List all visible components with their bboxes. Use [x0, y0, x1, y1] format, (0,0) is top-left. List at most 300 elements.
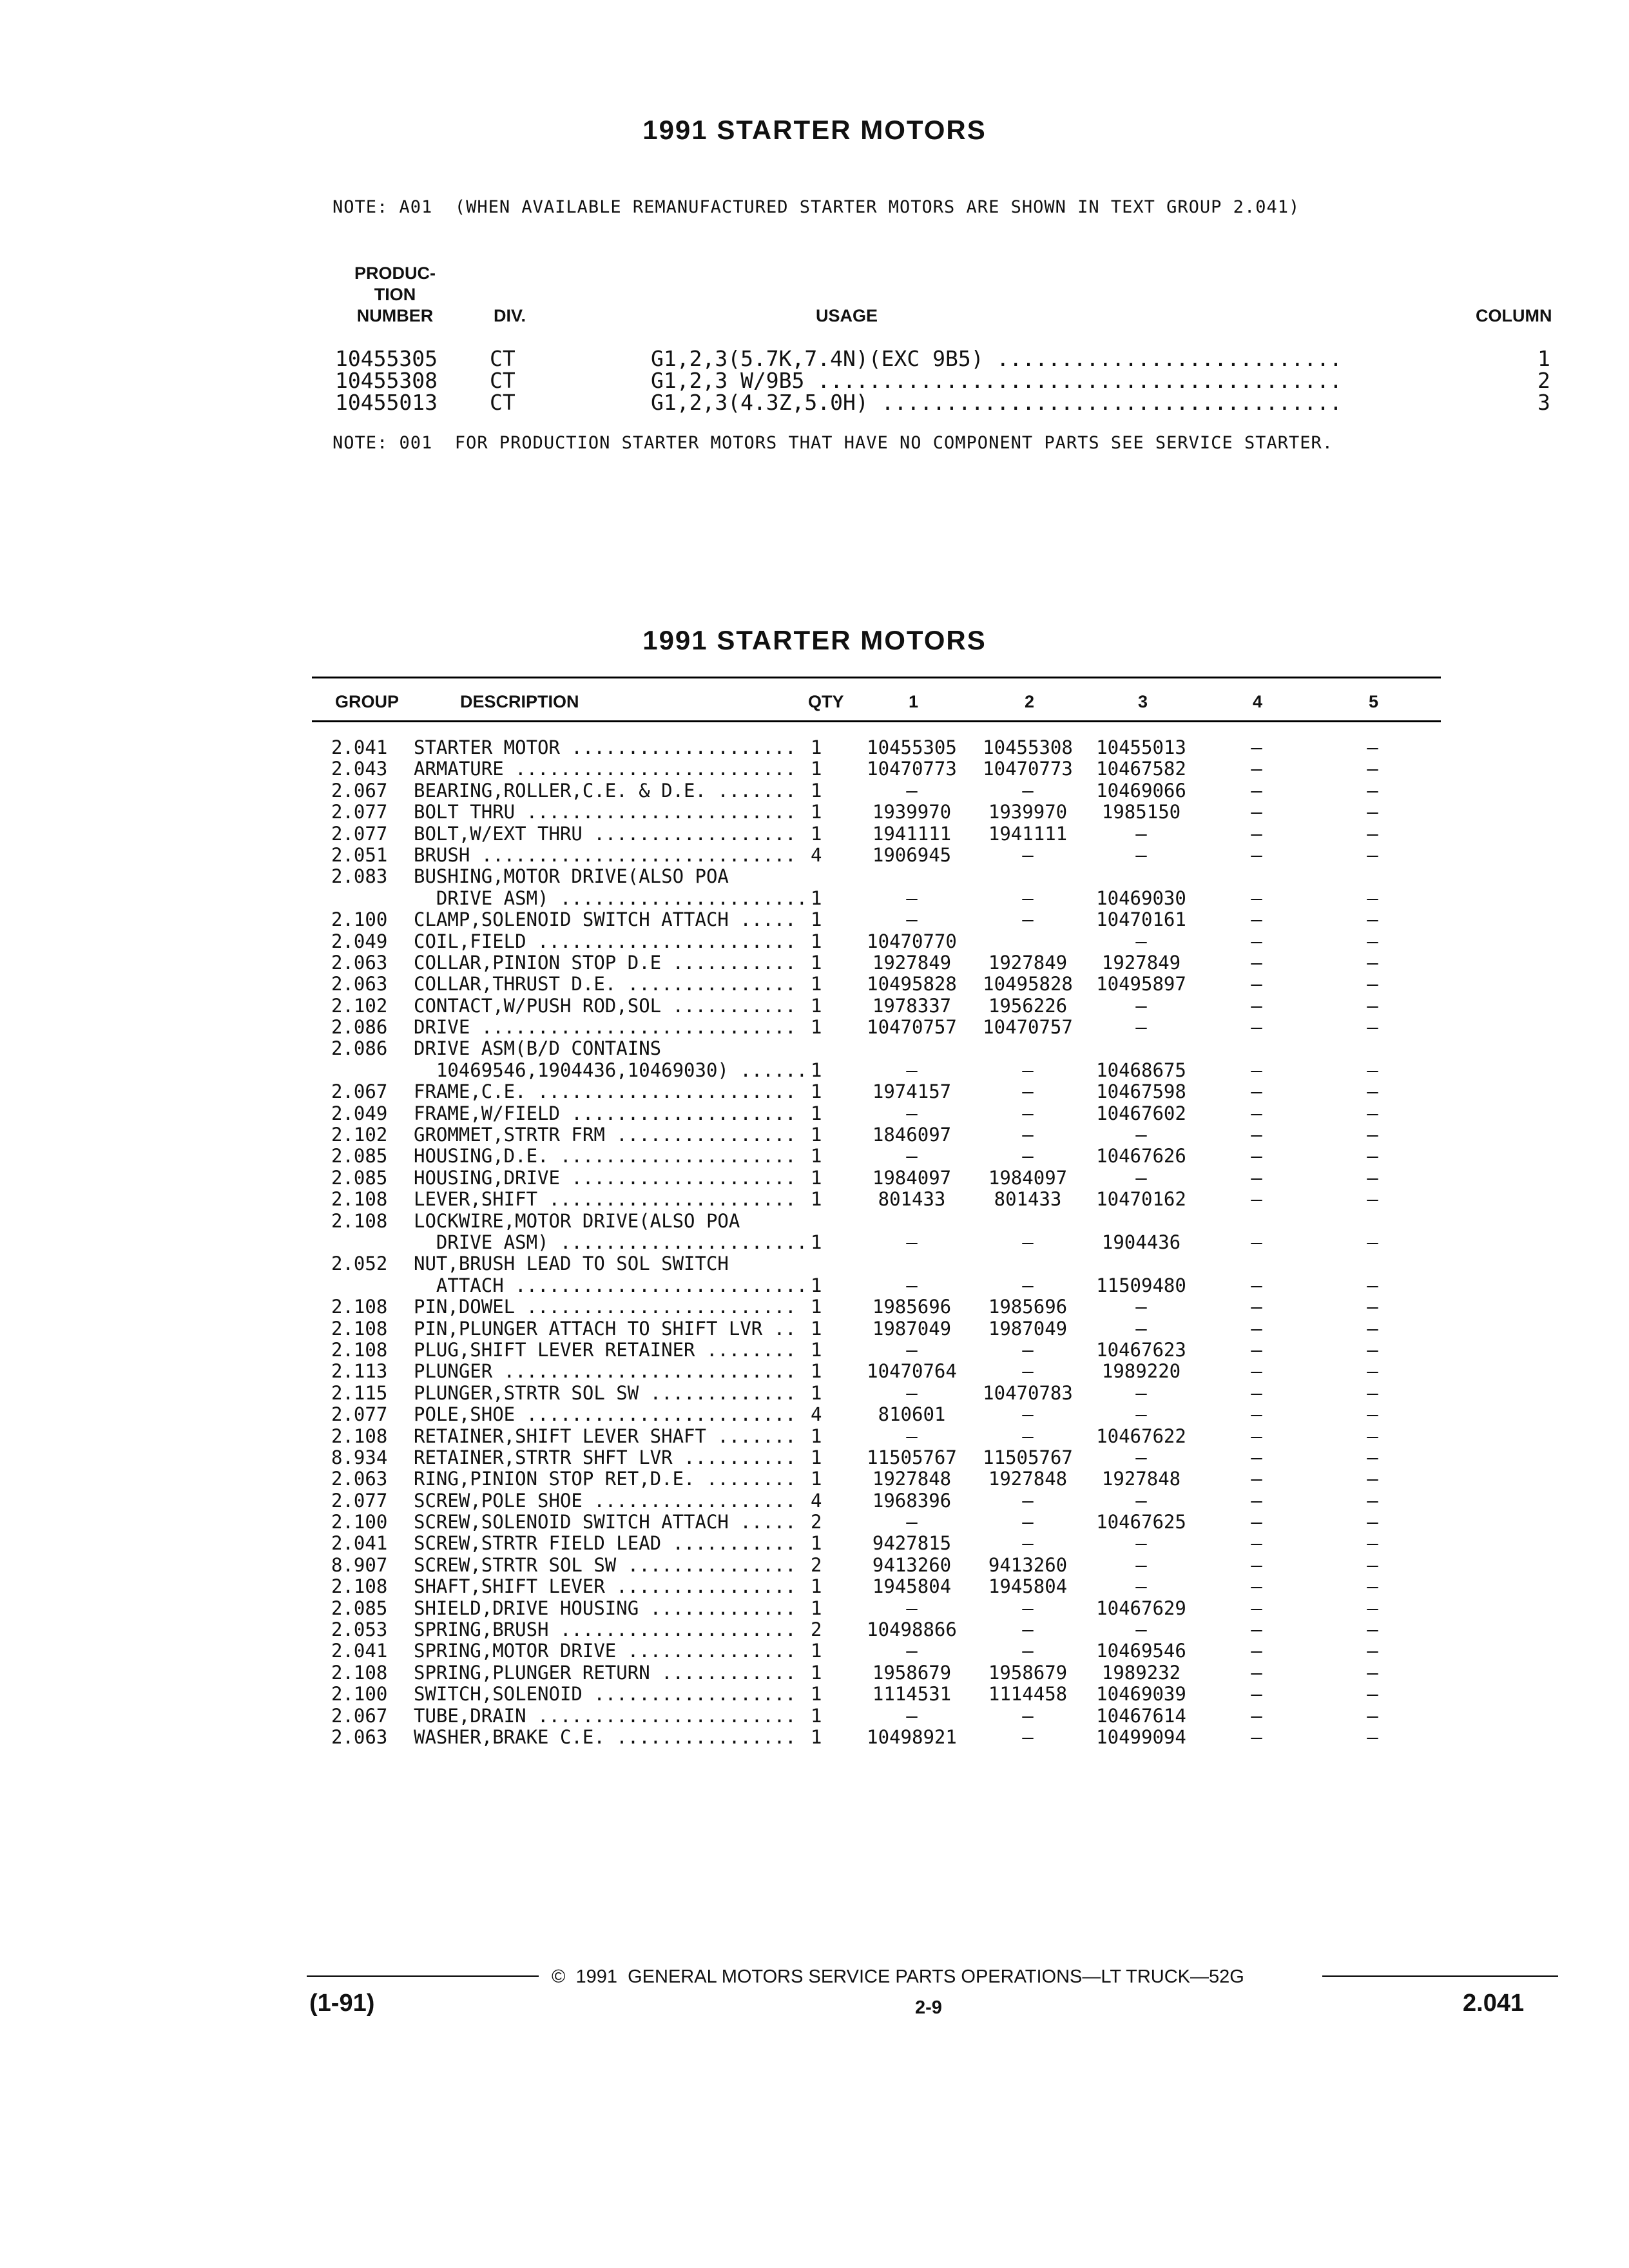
quantity: 1 — [811, 1059, 822, 1081]
col-5-part: — — [1367, 1059, 1378, 1081]
quantity: 4 — [811, 1489, 822, 1512]
col-2-part: — — [1022, 1102, 1034, 1124]
production-table — [335, 263, 1559, 414]
part-description: TUBE,DRAIN ....................... — [414, 1704, 796, 1727]
part-description: 10469546,1904436,10469030) ...... — [414, 1059, 808, 1081]
col-3-part: 10470161 — [1096, 908, 1186, 931]
col-3-part: 10467614 — [1096, 1704, 1186, 1727]
col-4-part: — — [1251, 1619, 1262, 1641]
col-1-part: 1968396 — [872, 1489, 952, 1512]
table-row — [0, 1340, 1629, 1361]
col-5-part: — — [1367, 1338, 1378, 1361]
part-description: SHIELD,DRIVE HOUSING ............. — [414, 1597, 796, 1619]
col-2-part: — — [1022, 1145, 1034, 1168]
part-description: DRIVE ASM) ...................... — [414, 887, 808, 909]
part-description: PLUNGER,STRTR SOL SW ............. — [414, 1381, 796, 1404]
col-2-part: — — [1022, 843, 1034, 866]
col-4-part: — — [1251, 1511, 1262, 1533]
group-code: 2.113 — [331, 1360, 388, 1383]
group-code: 2.102 — [331, 1124, 388, 1146]
col-1-part: 1985696 — [872, 1296, 952, 1318]
col-3-part: 11509480 — [1096, 1274, 1186, 1296]
group-code: 2.085 — [331, 1597, 388, 1619]
table-row — [0, 1640, 1629, 1662]
col-2-part: — — [1022, 1511, 1034, 1533]
col-2-part: 1958679 — [988, 1661, 1068, 1684]
quantity: 1 — [811, 1317, 822, 1340]
table-row — [0, 888, 1629, 909]
quantity: 1 — [811, 1338, 822, 1361]
col-2-part: 801433 — [994, 1188, 1062, 1211]
footer-date: (1-91) — [309, 1990, 375, 2017]
group-code: 2.108 — [331, 1338, 388, 1361]
part-description: PLUNGER .......................... — [414, 1360, 796, 1383]
col-3-part: 10467602 — [1096, 1102, 1186, 1124]
col-2-part: 1114458 — [988, 1683, 1068, 1706]
col-4-part: — — [1251, 930, 1262, 952]
col-5-part: — — [1367, 1661, 1378, 1684]
part-description: LOCKWIRE,MOTOR DRIVE(ALSO POA — [414, 1209, 740, 1232]
group-code: 2.077 — [331, 801, 388, 823]
col-1-part: 10470764 — [867, 1360, 957, 1383]
col-4-part: — — [1251, 1725, 1262, 1748]
col-5-part: — — [1367, 758, 1378, 780]
col-4-part: — — [1251, 1059, 1262, 1081]
quantity: 1 — [811, 779, 822, 802]
col-3-part: 1927848 — [1101, 1468, 1181, 1490]
table-row — [0, 1512, 1629, 1533]
part-description: LEVER,SHIFT ...................... — [414, 1188, 796, 1211]
col-4-part: — — [1251, 1124, 1262, 1146]
col-1-part: 1927849 — [872, 951, 952, 974]
col-4-part: — — [1251, 951, 1262, 974]
part-description: BOLT,W/EXT THRU .................. — [414, 822, 796, 845]
col-4-part: — — [1251, 1661, 1262, 1684]
parts-table-header — [0, 689, 1629, 715]
part-description: CONTACT,W/PUSH ROD,SOL ........... — [414, 994, 796, 1017]
column-number: 2 — [1537, 368, 1550, 393]
col-1-part: 1984097 — [872, 1166, 952, 1189]
col-1-part: 11505767 — [867, 1446, 957, 1468]
group-code: 2.067 — [331, 1704, 388, 1727]
col-5-part: — — [1367, 1166, 1378, 1189]
col-1-part: — — [906, 1145, 918, 1168]
table-row — [0, 1576, 1629, 1597]
part-description: SWITCH,SOLENOID .................. — [414, 1683, 796, 1706]
table-row — [0, 1727, 1629, 1748]
production-number-header: PRODUC- TION NUMBER — [354, 264, 436, 325]
footer-section-number: 2.041 — [1463, 1990, 1525, 2017]
col-4-part: — — [1251, 1081, 1262, 1103]
col-1-part: — — [906, 908, 918, 931]
col-4-part: — — [1251, 908, 1262, 931]
header-col-4: 4 — [1253, 692, 1263, 711]
col-4-part: — — [1251, 887, 1262, 909]
group-code: 2.043 — [331, 758, 388, 780]
quantity: 1 — [811, 1575, 822, 1598]
group-code: 2.063 — [331, 1725, 388, 1748]
quantity: 1 — [811, 1188, 822, 1211]
table-row — [0, 1490, 1629, 1512]
col-4-part: — — [1251, 1016, 1262, 1039]
production-row — [335, 392, 1559, 414]
table-row — [0, 780, 1629, 802]
col-4-part: — — [1251, 1381, 1262, 1404]
col-4-part: — — [1251, 1425, 1262, 1447]
col-3-part: 10467623 — [1096, 1338, 1186, 1361]
col-2-part: — — [1022, 1059, 1034, 1081]
part-description: BOLT THRU ........................ — [414, 801, 796, 823]
table-header-rule — [312, 720, 1441, 722]
group-code: 2.067 — [331, 1081, 388, 1103]
col-5-part: — — [1367, 1403, 1378, 1426]
table-row — [0, 1383, 1629, 1404]
part-description: NUT,BRUSH LEAD TO SOL SWITCH — [414, 1253, 729, 1275]
group-code: 2.100 — [331, 908, 388, 931]
col-5-part: — — [1367, 779, 1378, 802]
part-description: HOUSING,D.E. ..................... — [414, 1145, 796, 1168]
quantity: 1 — [811, 1166, 822, 1189]
quantity: 1 — [811, 758, 822, 780]
group-code: 2.085 — [331, 1166, 388, 1189]
part-description: RETAINER,STRTR SHFT LVR .......... — [414, 1446, 796, 1468]
col-5-part: — — [1367, 822, 1378, 845]
quantity: 1 — [811, 951, 822, 974]
production-number: 10455013 — [335, 390, 438, 415]
col-5-part: — — [1367, 1102, 1378, 1124]
quantity: 1 — [811, 822, 822, 845]
col-2-part: — — [1022, 1640, 1034, 1662]
col-4-part: — — [1251, 1166, 1262, 1189]
col-1-part: 10498921 — [867, 1725, 957, 1748]
part-description: HOUSING,DRIVE .................... — [414, 1166, 796, 1189]
col-2-part: — — [1022, 1360, 1034, 1383]
group-code: 2.049 — [331, 930, 388, 952]
quantity: 1 — [811, 1145, 822, 1168]
col-1-part: 801433 — [878, 1188, 946, 1211]
group-code: 2.063 — [331, 951, 388, 974]
part-description: DRIVE ............................ — [414, 1016, 796, 1039]
col-5-part: — — [1367, 951, 1378, 974]
group-code: 2.108 — [331, 1188, 388, 1211]
col-1-part: — — [906, 1597, 918, 1619]
col-3-part: 10467582 — [1096, 758, 1186, 780]
part-description: SCREW,SOLENOID SWITCH ATTACH ..... — [414, 1511, 796, 1533]
table-row — [0, 952, 1629, 974]
group-code: 2.108 — [331, 1661, 388, 1684]
col-2-part: 1927848 — [988, 1468, 1068, 1490]
table-row — [0, 1189, 1629, 1210]
part-description: SCREW,POLE SHOE .................. — [414, 1489, 796, 1512]
col-1-part: 1978337 — [872, 994, 952, 1017]
col-3-part: — — [1135, 822, 1147, 845]
col-5-part: — — [1367, 1124, 1378, 1146]
quantity: 1 — [811, 1274, 822, 1296]
table-row — [0, 1662, 1629, 1684]
col-3-part: 1989232 — [1101, 1661, 1181, 1684]
col-3-part: 10499094 — [1096, 1725, 1186, 1748]
part-description: SHAFT,SHIFT LEVER ................ — [414, 1575, 796, 1598]
group-code: 2.108 — [331, 1425, 388, 1447]
col-5-part: — — [1367, 908, 1378, 931]
col-5-part: — — [1367, 1468, 1378, 1490]
col-1-part: — — [906, 1511, 918, 1533]
col-3-part: — — [1135, 1403, 1147, 1426]
col-5-part: — — [1367, 1704, 1378, 1727]
group-code: 2.086 — [331, 1016, 388, 1039]
col-1-part: 1941111 — [872, 822, 952, 845]
col-1-part: 1974157 — [872, 1081, 952, 1103]
col-3-part: — — [1135, 1553, 1147, 1576]
part-description: PIN,PLUNGER ATTACH TO SHIFT LVR .. — [414, 1317, 796, 1340]
column-header: COLUMN — [1476, 306, 1552, 325]
col-3-part: 10495897 — [1096, 973, 1186, 995]
quantity: 1 — [811, 887, 822, 909]
group-code: 2.063 — [331, 1468, 388, 1490]
col-5-part: — — [1367, 1188, 1378, 1211]
col-5-part: — — [1367, 1274, 1378, 1296]
col-3-part: — — [1135, 994, 1147, 1017]
table-row — [0, 1146, 1629, 1167]
col-5-part: — — [1367, 1725, 1378, 1748]
table-row — [0, 1168, 1629, 1189]
column-number: 3 — [1537, 390, 1550, 415]
col-4-part: — — [1251, 801, 1262, 823]
usage: G1,2,3(5.7K,7.4N)(EXC 9B5) ........................... — [651, 346, 1342, 371]
group-code: 2.041 — [331, 1532, 388, 1555]
quantity: 1 — [811, 1381, 822, 1404]
col-4-part: — — [1251, 843, 1262, 866]
col-1-part: 1939970 — [872, 801, 952, 823]
group-code: 2.041 — [331, 736, 388, 758]
table-row — [0, 1533, 1629, 1554]
group-code: 2.051 — [331, 843, 388, 866]
col-1-part: 1987049 — [872, 1317, 952, 1340]
quantity: 2 — [811, 1511, 822, 1533]
quantity: 1 — [811, 908, 822, 931]
col-1-part: — — [906, 1381, 918, 1404]
col-1-part: 10470770 — [867, 930, 957, 952]
table-row — [0, 1017, 1629, 1038]
col-1-part: 1958679 — [872, 1661, 952, 1684]
table-row — [0, 823, 1629, 845]
col-3-part: 10455013 — [1096, 736, 1186, 758]
quantity: 2 — [811, 1553, 822, 1576]
group-code: 2.102 — [331, 994, 388, 1017]
table-row — [0, 1684, 1629, 1705]
group-code: 2.053 — [331, 1619, 388, 1641]
group-code: 8.907 — [331, 1553, 388, 1576]
table-row — [0, 974, 1629, 995]
division: CT — [490, 346, 516, 371]
col-5-part: — — [1367, 736, 1378, 758]
col-5-part: — — [1367, 1511, 1378, 1533]
quantity: 1 — [811, 1124, 822, 1146]
col-5-part: — — [1367, 1381, 1378, 1404]
col-1-part: — — [906, 779, 918, 802]
col-2-part: — — [1022, 1274, 1034, 1296]
table-row — [0, 866, 1629, 887]
quantity: 1 — [811, 1016, 822, 1039]
col-2-part: 10495828 — [983, 973, 1073, 995]
col-3-part: 10468675 — [1096, 1059, 1186, 1081]
group-code: 2.108 — [331, 1575, 388, 1598]
col-1-part: — — [906, 1704, 918, 1727]
quantity: 1 — [811, 1468, 822, 1490]
col-4-part: — — [1251, 1274, 1262, 1296]
col-4-part: — — [1251, 1231, 1262, 1253]
col-3-part: 10467598 — [1096, 1081, 1186, 1103]
col-5-part: — — [1367, 887, 1378, 909]
parts-table-body — [0, 737, 1629, 1748]
col-4-part: — — [1251, 1102, 1262, 1124]
part-description: ARMATURE ......................... — [414, 758, 796, 780]
quantity: 1 — [811, 1360, 822, 1383]
quantity: 2 — [811, 1619, 822, 1641]
table-row — [0, 758, 1629, 780]
part-description: WASHER,BRAKE C.E. ................ — [414, 1725, 796, 1748]
part-description: BUSHING,MOTOR DRIVE(ALSO POA — [414, 865, 729, 888]
col-2-part: 10470783 — [983, 1381, 1073, 1404]
table-row — [0, 1275, 1629, 1296]
footer-copyright: © 1991 GENERAL MOTORS SERVICE PARTS OPERATIONS—LT TRUCK—52G — [552, 1966, 1244, 1987]
quantity: 1 — [811, 1683, 822, 1706]
group-code: 2.108 — [331, 1296, 388, 1318]
group-code: 2.067 — [331, 779, 388, 802]
col-2-part: — — [1022, 1124, 1034, 1146]
quantity: 1 — [811, 930, 822, 952]
part-description: PIN,DOWEL ........................ — [414, 1296, 796, 1318]
col-1-part: — — [906, 1640, 918, 1662]
col-2-part: — — [1022, 1489, 1034, 1512]
col-2-part: — — [1022, 1403, 1034, 1426]
header-col-1: 1 — [909, 692, 919, 711]
usage: G1,2,3 W/9B5 ......................................... — [651, 368, 1342, 393]
group-code: 2.085 — [331, 1145, 388, 1168]
table-top-rule — [312, 677, 1441, 678]
col-3-part: — — [1135, 930, 1147, 952]
quantity: 4 — [811, 843, 822, 866]
col-5-part: — — [1367, 1360, 1378, 1383]
col-4-part: — — [1251, 973, 1262, 995]
header-col-2: 2 — [1025, 692, 1035, 711]
col-4-part: — — [1251, 1403, 1262, 1426]
col-5-part: — — [1367, 843, 1378, 866]
col-3-part: 10469039 — [1096, 1683, 1186, 1706]
col-2-part: — — [1022, 908, 1034, 931]
table-row — [0, 737, 1629, 758]
col-1-part: 810601 — [878, 1403, 946, 1426]
col-3-part: 10470162 — [1096, 1188, 1186, 1211]
col-4-part: — — [1251, 1468, 1262, 1490]
col-3-part: 1989220 — [1101, 1360, 1181, 1383]
col-5-part: — — [1367, 801, 1378, 823]
table-row — [0, 995, 1629, 1017]
col-5-part: — — [1367, 1145, 1378, 1168]
col-1-part: 1927848 — [872, 1468, 952, 1490]
note-001: NOTE: 001 FOR PRODUCTION STARTER MOTORS THAT HAVE NO COMPONENT PARTS SEE SERVICE STARTER. — [333, 433, 1333, 453]
col-1-part: 1846097 — [872, 1124, 952, 1146]
col-5-part: — — [1367, 1575, 1378, 1598]
table-title: 1991 STARTER MOTORS — [642, 625, 987, 655]
footer-page-number: 2-9 — [915, 1997, 942, 2018]
col-1-part: — — [906, 1059, 918, 1081]
col-3-part: 1927849 — [1101, 951, 1181, 974]
group-code: 2.077 — [331, 1489, 388, 1512]
header-group: GROUP — [335, 692, 400, 711]
part-description: ATTACH .......................... — [414, 1274, 808, 1296]
col-5-part: — — [1367, 1317, 1378, 1340]
col-2-part: — — [1022, 887, 1034, 909]
table-row — [0, 1361, 1629, 1382]
quantity: 1 — [811, 994, 822, 1017]
col-3-part: — — [1135, 1575, 1147, 1598]
col-5-part: — — [1367, 1597, 1378, 1619]
col-1-part: — — [906, 1102, 918, 1124]
table-row — [0, 1468, 1629, 1490]
col-5-part: — — [1367, 1683, 1378, 1706]
col-3-part: — — [1135, 1532, 1147, 1555]
col-1-part: 10470757 — [867, 1016, 957, 1039]
part-description: POLE,SHOE ........................ — [414, 1403, 796, 1426]
col-5-part: — — [1367, 1532, 1378, 1555]
col-3-part: — — [1135, 843, 1147, 866]
usage: G1,2,3(4.3Z,5.0H) .................................... — [651, 390, 1342, 415]
col-1-part: 10470773 — [867, 758, 957, 780]
table-row — [0, 1706, 1629, 1727]
col-3-part: 10469030 — [1096, 887, 1186, 909]
col-4-part: — — [1251, 1683, 1262, 1706]
col-4-part: — — [1251, 1338, 1262, 1361]
footer-rule-left — [307, 1975, 539, 1977]
group-code: 2.052 — [331, 1253, 388, 1275]
col-4-part: — — [1251, 1296, 1262, 1318]
quantity: 1 — [811, 1532, 822, 1555]
col-2-part: 11505767 — [983, 1446, 1073, 1468]
group-code: 2.115 — [331, 1381, 388, 1404]
col-5-part: — — [1367, 1016, 1378, 1039]
col-4-part: — — [1251, 1360, 1262, 1383]
quantity: 4 — [811, 1403, 822, 1426]
col-5-part: — — [1367, 973, 1378, 995]
table-row — [0, 1426, 1629, 1447]
col-1-part: 10498866 — [867, 1619, 957, 1641]
group-code: 2.083 — [331, 865, 388, 888]
col-4-part: — — [1251, 822, 1262, 845]
quantity: 1 — [811, 973, 822, 995]
table-row — [0, 1232, 1629, 1253]
table-row — [0, 1124, 1629, 1146]
col-1-part: 9427815 — [872, 1532, 952, 1555]
quantity: 1 — [811, 1102, 822, 1124]
division: CT — [490, 368, 516, 393]
col-3-part: — — [1135, 1296, 1147, 1318]
col-4-part: — — [1251, 758, 1262, 780]
col-1-part: — — [906, 1338, 918, 1361]
table-row — [0, 1447, 1629, 1468]
col-2-part: — — [1022, 1725, 1034, 1748]
col-4-part: — — [1251, 1317, 1262, 1340]
col-3-part: 10467629 — [1096, 1597, 1186, 1619]
col-4-part: — — [1251, 1489, 1262, 1512]
col-2-part: 10455308 — [983, 736, 1073, 758]
col-3-part: 10469066 — [1096, 779, 1186, 802]
col-2-part: 1941111 — [988, 822, 1068, 845]
group-code: 2.077 — [331, 822, 388, 845]
quantity: 1 — [811, 1081, 822, 1103]
table-row — [0, 802, 1629, 823]
col-2-part: 1927849 — [988, 951, 1068, 974]
